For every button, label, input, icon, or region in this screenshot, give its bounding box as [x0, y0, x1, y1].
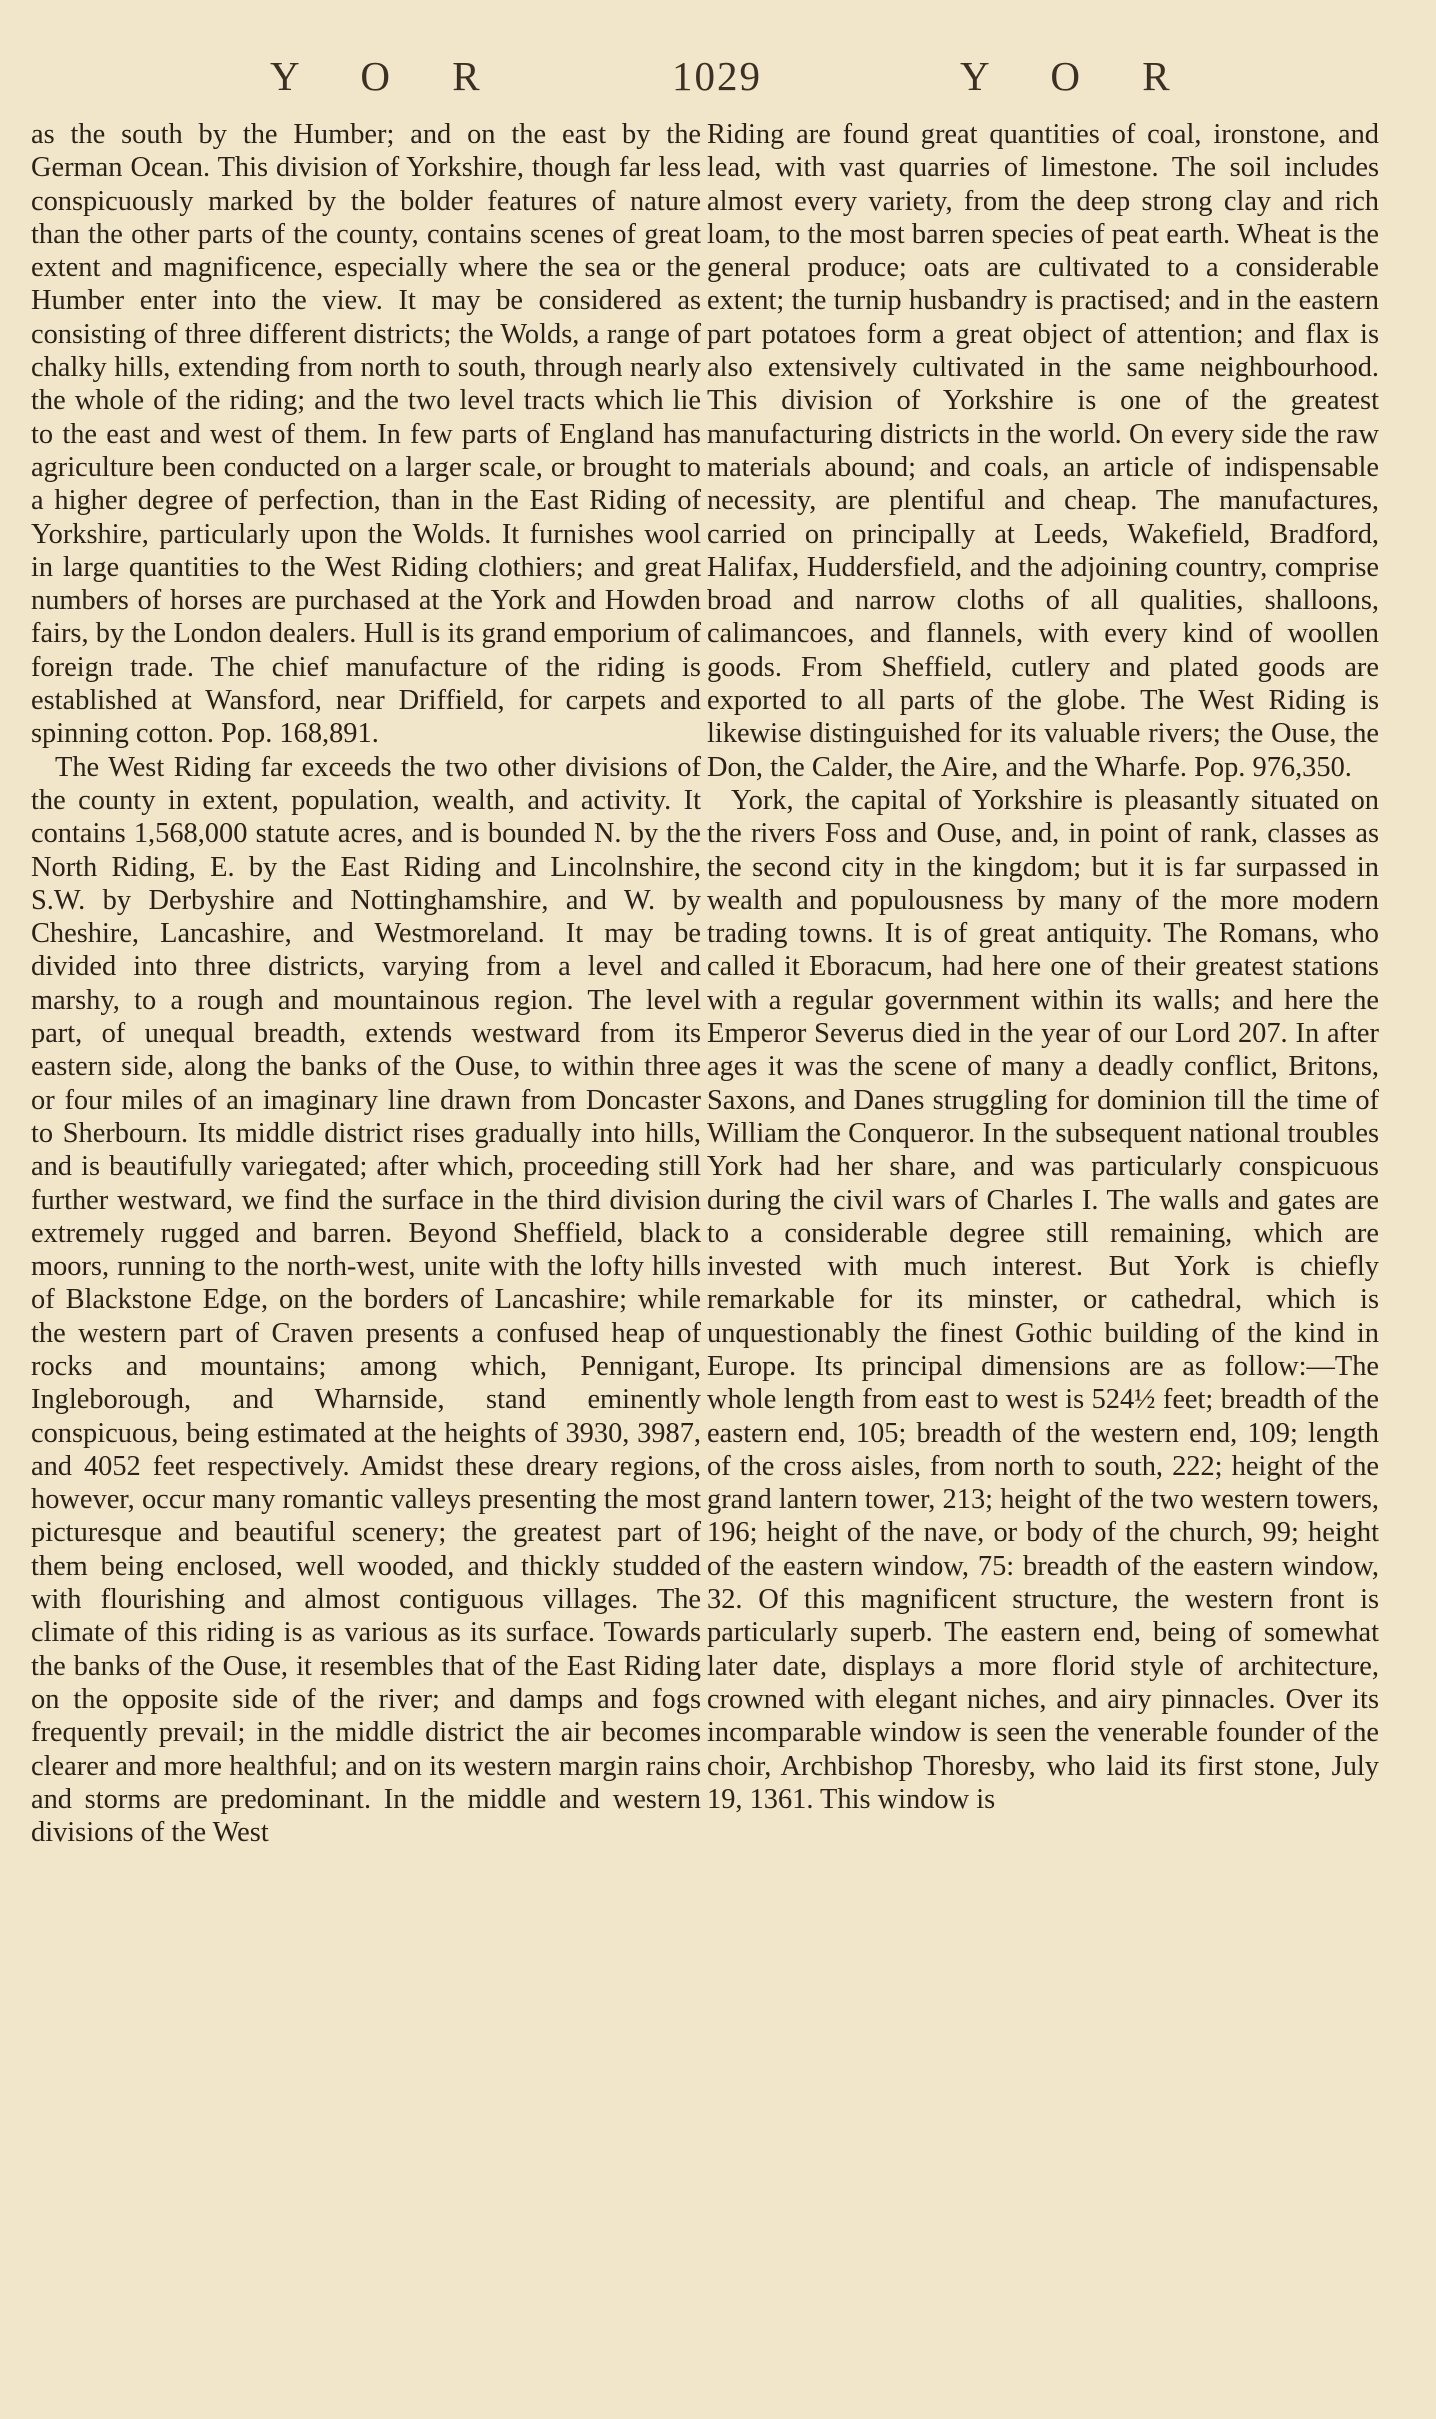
- header-left-guide-word: Y O R: [270, 53, 506, 99]
- west-riding-continuation-paragraph: Riding are found great quantities of coal, ironstone, and lead, with vast quarries of limestone. The soil includes almost every variety, from the deep strong clay and rich loam, to the most barren species of peat earth. Wheat is the general produce; oats are cultivated to a considerable extent; the turnip husbandry is practised; and in the eastern part potatoes form a great object of attention; and flax is also extensively cultivated in the same neighbourhood. This division of Yorkshire is one of the greatest manufacturing districts in the world. On every side the raw materials abound; and coals, an article of indispensable necessity, are plentiful and cheap. The manufactures, carried on principally at Leeds, Wakefield, Bradford, Halifax, Huddersfield, and the adjoining country, comprise broad and narrow cloths of all qualities, shalloons, calimancoes, and flannels, with every kind of woollen goods. From Sheffield, cutlery and plated goods are exported to all parts of the globe. The West Riding is likewise distinguished for its valuable rivers; the Ouse, the Don, the Calder, the Aire, and the Wharfe. Pop. 976,350.: [707, 119, 1379, 783]
- header-right-guide-word: Y O R: [960, 53, 1196, 99]
- page-number: 1029: [672, 53, 762, 99]
- right-column: [707, 118, 1379, 1816]
- left-column: [31, 118, 701, 1849]
- west-riding-paragraph: The West Riding far exceeds the two other divisions of the county in extent, population, wealth, and activity. It contains 1,568,000 statute acres, and is bounded N. by the North Riding, E. by the East Riding and Lincolnshire, S.W. by Derbyshire and Nottinghamshire, and W. by Cheshire, Lancashire, and Westmoreland. It may be divided into three districts, varying from a level and marshy, to a rough and mountainous region. The level part, of unequal breadth, extends westward from its eastern side, along the banks of the Ouse, to within three or four miles of an imaginary line drawn from Doncaster to Sherbourn. Its middle district rises gradually into hills, and is beautifully variegated; after which, proceeding still further westward, we find the surface in the third division extremely rugged and barren. Beyond Sheffield, black moors, running to the north-west, unite with the lofty hills of Blackstone Edge, on the borders of Lancashire; while the western part of Craven presents a confused heap of rocks and mountains; among which, Pennigant, Ingleborough, and Wharnside, stand eminently conspicuous, being estimated at the heights of 3930, 3987, and 4052 feet respectively. Amidst these dreary regions, however, occur many romantic valleys presenting the most picturesque and beautiful scenery; the greatest part of them being enclosed, well wooded, and thickly studded with flourishing and almost contiguous villages. The climate of this riding is as various as its surface. Towards the banks of the Ouse, it resembles that of the East Riding on the opposite side of the river; and damps and fogs frequently prevail; in the middle district the air becomes clearer and more healthful; and on its western margin rains and storms are predominant. In the middle and western divisions of the West: [31, 751, 701, 1849]
- york-city-paragraph: York, the capital of Yorkshire is pleasantly situated on the rivers Foss and Ouse, and, in point of rank, classes as the second city in the kingdom; but it is far surpassed in wealth and populousness by many of the more modern trading towns. It is of great antiquity. The Romans, who called it Eboracum, had here one of their greatest stations with a regular government within its walls; and here the Emperor Severus died in the year of our Lord 207. In after ages it was the scene of many a deadly conflict, Britons, Saxons, and Danes struggling for dominion till the time of William the Conqueror. In the subsequent national troubles York had her share, and was particularly conspicuous during the civil wars of Charles I. The walls and gates are to a considerable degree still remaining, which are invested with much interest. But York is chiefly remarkable for its minster, or cathedral, which is unquestionably the finest Gothic building of the kind in Europe. Its principal dimensions are as follow:—The whole length from east to west is 524½ feet; breadth of the eastern end, 105; breadth of the western end, 109; length of the cross aisles, from north to south, 222; height of the grand lantern tower, 213; height of the two western towers, 196; height of the nave, or body of the church, 99; height of the eastern window, 75: breadth of the eastern window, 32. Of this magnificent structure, the western front is particularly superb. The eastern end, being of somewhat later date, displays a more florid style of architecture, crowned with elegant niches, and airy pinnacles. Over its incomparable window is seen the venerable founder of the choir, Archbishop Thoresby, who laid its first stone, July 19, 1361. This window is: [707, 784, 1379, 1815]
- east-riding-paragraph: as the south by the Humber; and on the east by the German Ocean. This division of Yorkshire, though far less conspicuously marked by the bolder features of nature than the other parts of the county, contains scenes of great extent and magnificence, especially where the sea or the Humber enter into the view. It may be considered as consisting of three different districts; the Wolds, a range of chalky hills, extending from north to south, through nearly the whole of the riding; and the two level tracts which lie to the east and west of them. In few parts of England has agriculture been conducted on a larger scale, or brought to a higher degree of perfection, than in the East Riding of Yorkshire, particularly upon the Wolds. It furnishes wool in large quantities to the West Riding clothiers; and great numbers of horses are purchased at the York and Howden fairs, by the London dealers. Hull is its grand emporium of foreign trade. The chief manufacture of the riding is established at Wansford, near Driffield, for carpets and spinning cotton. Pop. 168,891.: [31, 119, 701, 750]
- running-header: [0, 52, 1436, 112]
